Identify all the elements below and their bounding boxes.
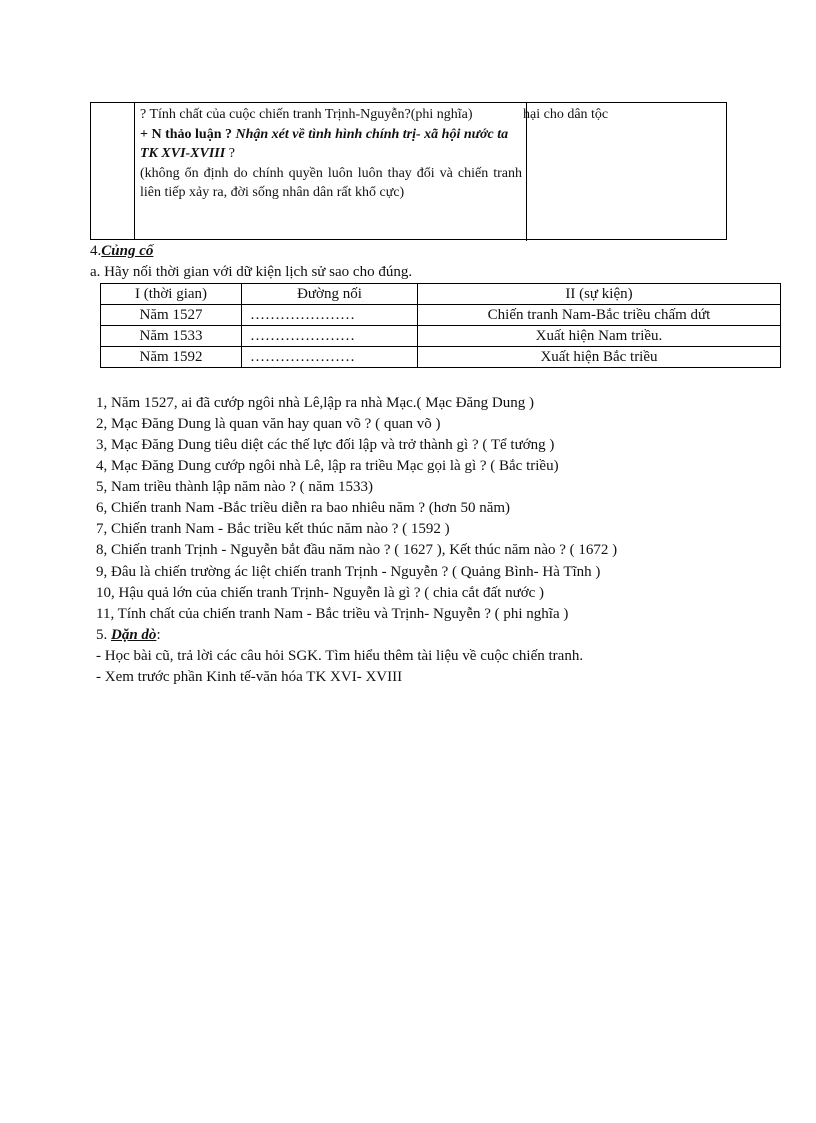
section-5-title: Dặn dò	[111, 627, 157, 643]
lesson-table-empty-cell	[91, 103, 135, 239]
question-item: 7, Chiến tranh Nam - Bắc triều kết thúc năm nào ? ( 1592 )	[96, 521, 450, 537]
row-time: Năm 1592	[101, 347, 242, 368]
row-time: Năm 1533	[101, 326, 242, 347]
homework-line: - Học bài cũ, trả lời các câu hỏi SGK. Tìm hiểu thêm tài liệu về cuộc chiến tranh.	[96, 648, 584, 664]
table-row	[101, 305, 781, 326]
discussion-question: Nhận xét về tình hình chính trị- xã hội nước ta TK XVI-XVIII	[140, 126, 509, 161]
question-item: 6, Chiến tranh Nam -Bắc triều diễn ra bao nhiêu năm ? (hơn 50 năm)	[96, 500, 511, 516]
lesson-table-right-cell	[518, 103, 735, 241]
right-cell-text: hại cho dân tộc	[523, 107, 609, 122]
table-row	[101, 347, 781, 368]
question-item: 4, Mạc Đăng Dung cướp ngôi nhà Lê, lập ra triều Mạc gọi là gì ? ( Bắc triều)	[96, 458, 559, 474]
discussion-answer: (không ổn định do chính quyền luôn luôn thay đổi và chiến tranh liên tiếp xảy ra, đời sống nhân dân rất khổ cực)	[140, 165, 522, 200]
row-event: Xuất hiện Nam triều.	[418, 326, 781, 347]
row-line: …………………	[242, 347, 418, 368]
row-line: …………………	[242, 326, 418, 347]
question-item: 5, Nam triều thành lập năm nào ? ( năm 1533)	[96, 479, 374, 495]
row-event: Chiến tranh Nam-Bắc triều chấm dứt	[418, 305, 781, 326]
header-line: Đường nối	[242, 284, 418, 305]
section-5-heading	[96, 627, 161, 644]
row-line: …………………	[242, 305, 418, 326]
row-time: Năm 1527	[101, 305, 242, 326]
question-line: ? Tính chất của cuộc chiến tranh Trịnh-Nguyễn?(phi nghĩa)	[140, 107, 473, 122]
question-item: 2, Mạc Đăng Dung là quan văn hay quan võ ? ( quan võ )	[96, 416, 441, 432]
table-row	[101, 326, 781, 347]
homework-line: - Xem trước phần Kinh tế-văn hóa TK XVI- XVIII	[96, 669, 403, 685]
question-item: 1, Năm 1527, ai đã cướp ngôi nhà Lê,lập ra nhà Mạc.( Mạc Đăng Dung )	[96, 395, 535, 411]
row-event: Xuất hiện Bắc triều	[418, 347, 781, 368]
question-item: 3, Mạc Đăng Dung tiêu diệt các thế lực đối lập và trở thành gì ? ( Tể tướng )	[96, 437, 555, 453]
discussion-line	[140, 125, 522, 164]
question-item: 11, Tính chất của chiến tranh Nam - Bắc triều và Trịnh- Nguyễn ? ( phi nghĩa )	[96, 606, 569, 622]
question-item: 10, Hậu quả lớn của chiến tranh Trịnh- Nguyễn là gì ? ( chia cắt đất nước )	[96, 585, 545, 601]
section-4-heading	[90, 243, 153, 260]
question-item: 9, Đâu là chiến trường ác liệt chiến tranh Trịnh - Nguyễn ? ( Quảng Bình- Hà Tĩnh )	[96, 564, 601, 580]
match-table-header	[101, 284, 781, 305]
match-instruction: a. Hãy nối thời gian với dữ kiện lịch sử sao cho đúng.	[90, 264, 413, 280]
section-4-number: 4.	[90, 243, 102, 259]
discussion-suffix: ?	[225, 146, 235, 161]
section-5-number: 5.	[96, 627, 111, 643]
header-time: I (thời gian)	[101, 284, 242, 305]
section-5-colon: :	[156, 627, 161, 643]
header-event: II (sự kiện)	[418, 284, 781, 305]
section-4-title: Củng cố	[101, 243, 154, 259]
question-item: 8, Chiến tranh Trịnh - Nguyễn bắt đầu năm nào ? ( 1627 ), Kết thúc năm nào ? ( 1672 )	[96, 542, 618, 558]
discussion-prefix: + N thảo luận ?	[140, 126, 236, 142]
lesson-table-activity-cell	[135, 103, 527, 241]
lesson-table	[90, 102, 727, 240]
match-table	[100, 283, 781, 368]
